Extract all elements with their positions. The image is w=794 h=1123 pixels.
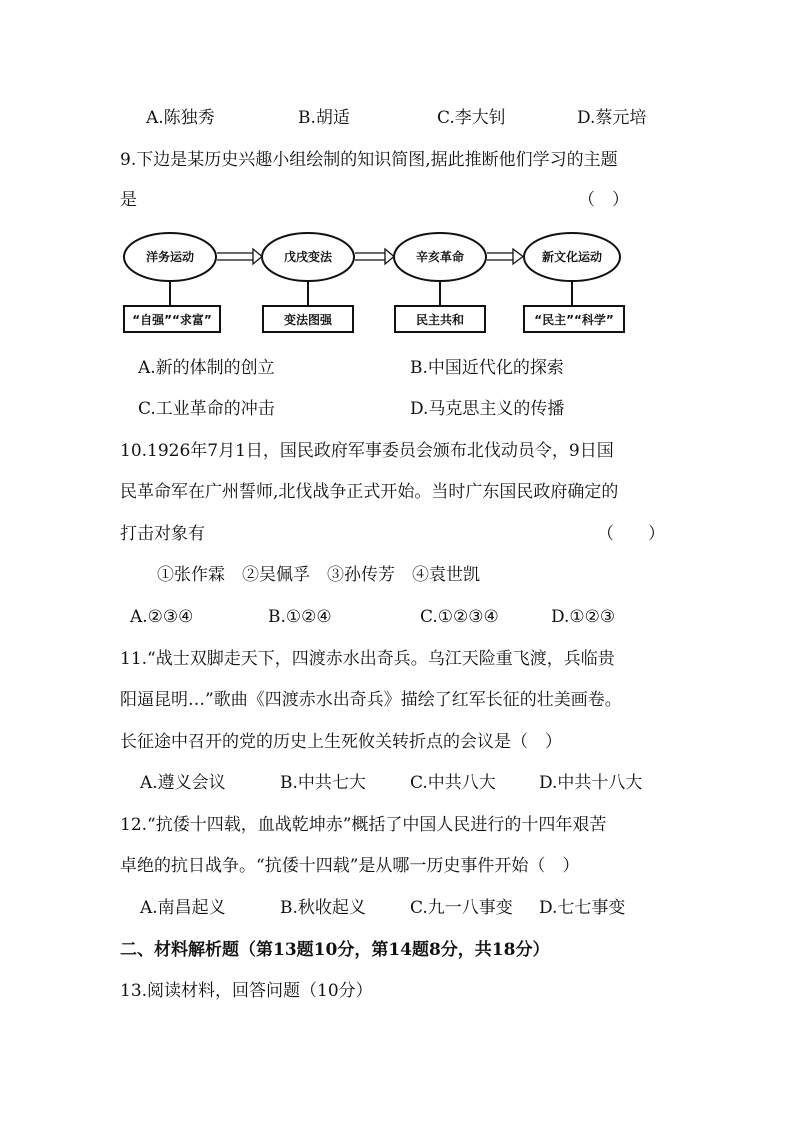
q10-items: ①张作霖 ②吴佩孚 ③孙传芳 ④袁世凯 xyxy=(157,565,480,585)
q9-option-d: D.马克思主义的传播 xyxy=(410,399,565,419)
event-label-4: 新文化运动 xyxy=(541,250,603,264)
event-label-3: 辛亥革命 xyxy=(415,250,465,264)
q10-option-c: C.①②③④ xyxy=(420,607,499,627)
q12-stem-line1: 12.“抗倭十四载，血战乾坤赤”概括了中国人民进行的十四年艰苦 xyxy=(120,815,607,835)
q8-option-a: A.陈独秀 xyxy=(146,108,215,128)
q11-option-a: A.遵义会议 xyxy=(140,773,226,793)
q9-option-c: C.工业革命的冲击 xyxy=(138,399,275,419)
q12-option-b: B.秋收起义 xyxy=(280,898,366,918)
q10-option-d: D.①②③ xyxy=(551,607,616,627)
q8-option-b: B.胡适 xyxy=(298,108,350,128)
section-heading: 二、材料解析题（第13题10分，第14题8分，共18分） xyxy=(120,940,550,960)
event-label-1: 洋务运动 xyxy=(145,250,195,264)
slogan-label-1: “自强”“求富” xyxy=(132,313,212,327)
arrow-2 xyxy=(355,249,394,264)
q8-option-d: D.蔡元培 xyxy=(577,108,647,128)
q9-knowledge-diagram xyxy=(118,230,638,340)
q11-stem-line2: 阳逼昆明…”歌曲《四渡赤水出奇兵》描绘了红军长征的壮美画卷。 xyxy=(120,690,622,710)
q10-stem-line2: 民革命军在广州誓师,北伐战争正式开始。当时广东国民政府确定的 xyxy=(120,482,619,502)
q11-option-c: C.中共八大 xyxy=(410,773,496,793)
arrow-3 xyxy=(487,249,523,264)
q9-answer-bracket: （ ） xyxy=(578,190,629,210)
q9-option-b: B.中国近代化的探索 xyxy=(410,358,564,378)
q9-stem-line2: 是 xyxy=(120,190,137,210)
slogan-label-4: “民主”“科学” xyxy=(534,313,614,327)
q11-stem-line3: 长征途中召开的党的历史上生死攸关转折点的会议是（ ） xyxy=(120,732,562,752)
slogan-label-3: 民主共和 xyxy=(415,313,465,327)
q11-option-b: B.中共七大 xyxy=(280,773,366,793)
q12-stem-line2: 卓绝的抗日战争。“抗倭十四载”是从哪一历史事件开始（ ） xyxy=(120,856,580,876)
q12-option-d: D.七七事变 xyxy=(539,898,626,918)
q10-option-b: B.①②④ xyxy=(268,607,332,627)
q10-stem-line1: 10.1926年7月1日，国民政府军事委员会颁布北伐动员令，9日国 xyxy=(120,441,614,461)
q9-stem-line1: 9.下边是某历史兴趣小组绘制的知识简图,据此推断他们学习的主题 xyxy=(120,150,618,170)
slogan-label-2: 变法图强 xyxy=(283,313,333,327)
q11-option-d: D.中共十八大 xyxy=(539,773,643,793)
q12-option-c: C.九一八事变 xyxy=(410,898,513,918)
q12-option-a: A.南昌起义 xyxy=(140,898,226,918)
q13-intro: 13.阅读材料，回答问题（10分） xyxy=(120,981,373,1001)
q10-answer-bracket: （ ） xyxy=(597,524,665,544)
q11-stem-line1: 11.“战士双脚走天下，四渡赤水出奇兵。乌江天险重飞渡，兵临贵 xyxy=(120,649,615,669)
q10-option-a: A.②③④ xyxy=(130,607,194,627)
q9-option-a: A.新的体制的创立 xyxy=(138,358,275,378)
q10-stem-line3: 打击对象有 xyxy=(120,524,205,544)
q8-option-c: C.李大钊 xyxy=(437,108,506,128)
event-label-2: 戊戌变法 xyxy=(283,250,333,264)
arrow-1 xyxy=(217,249,262,264)
